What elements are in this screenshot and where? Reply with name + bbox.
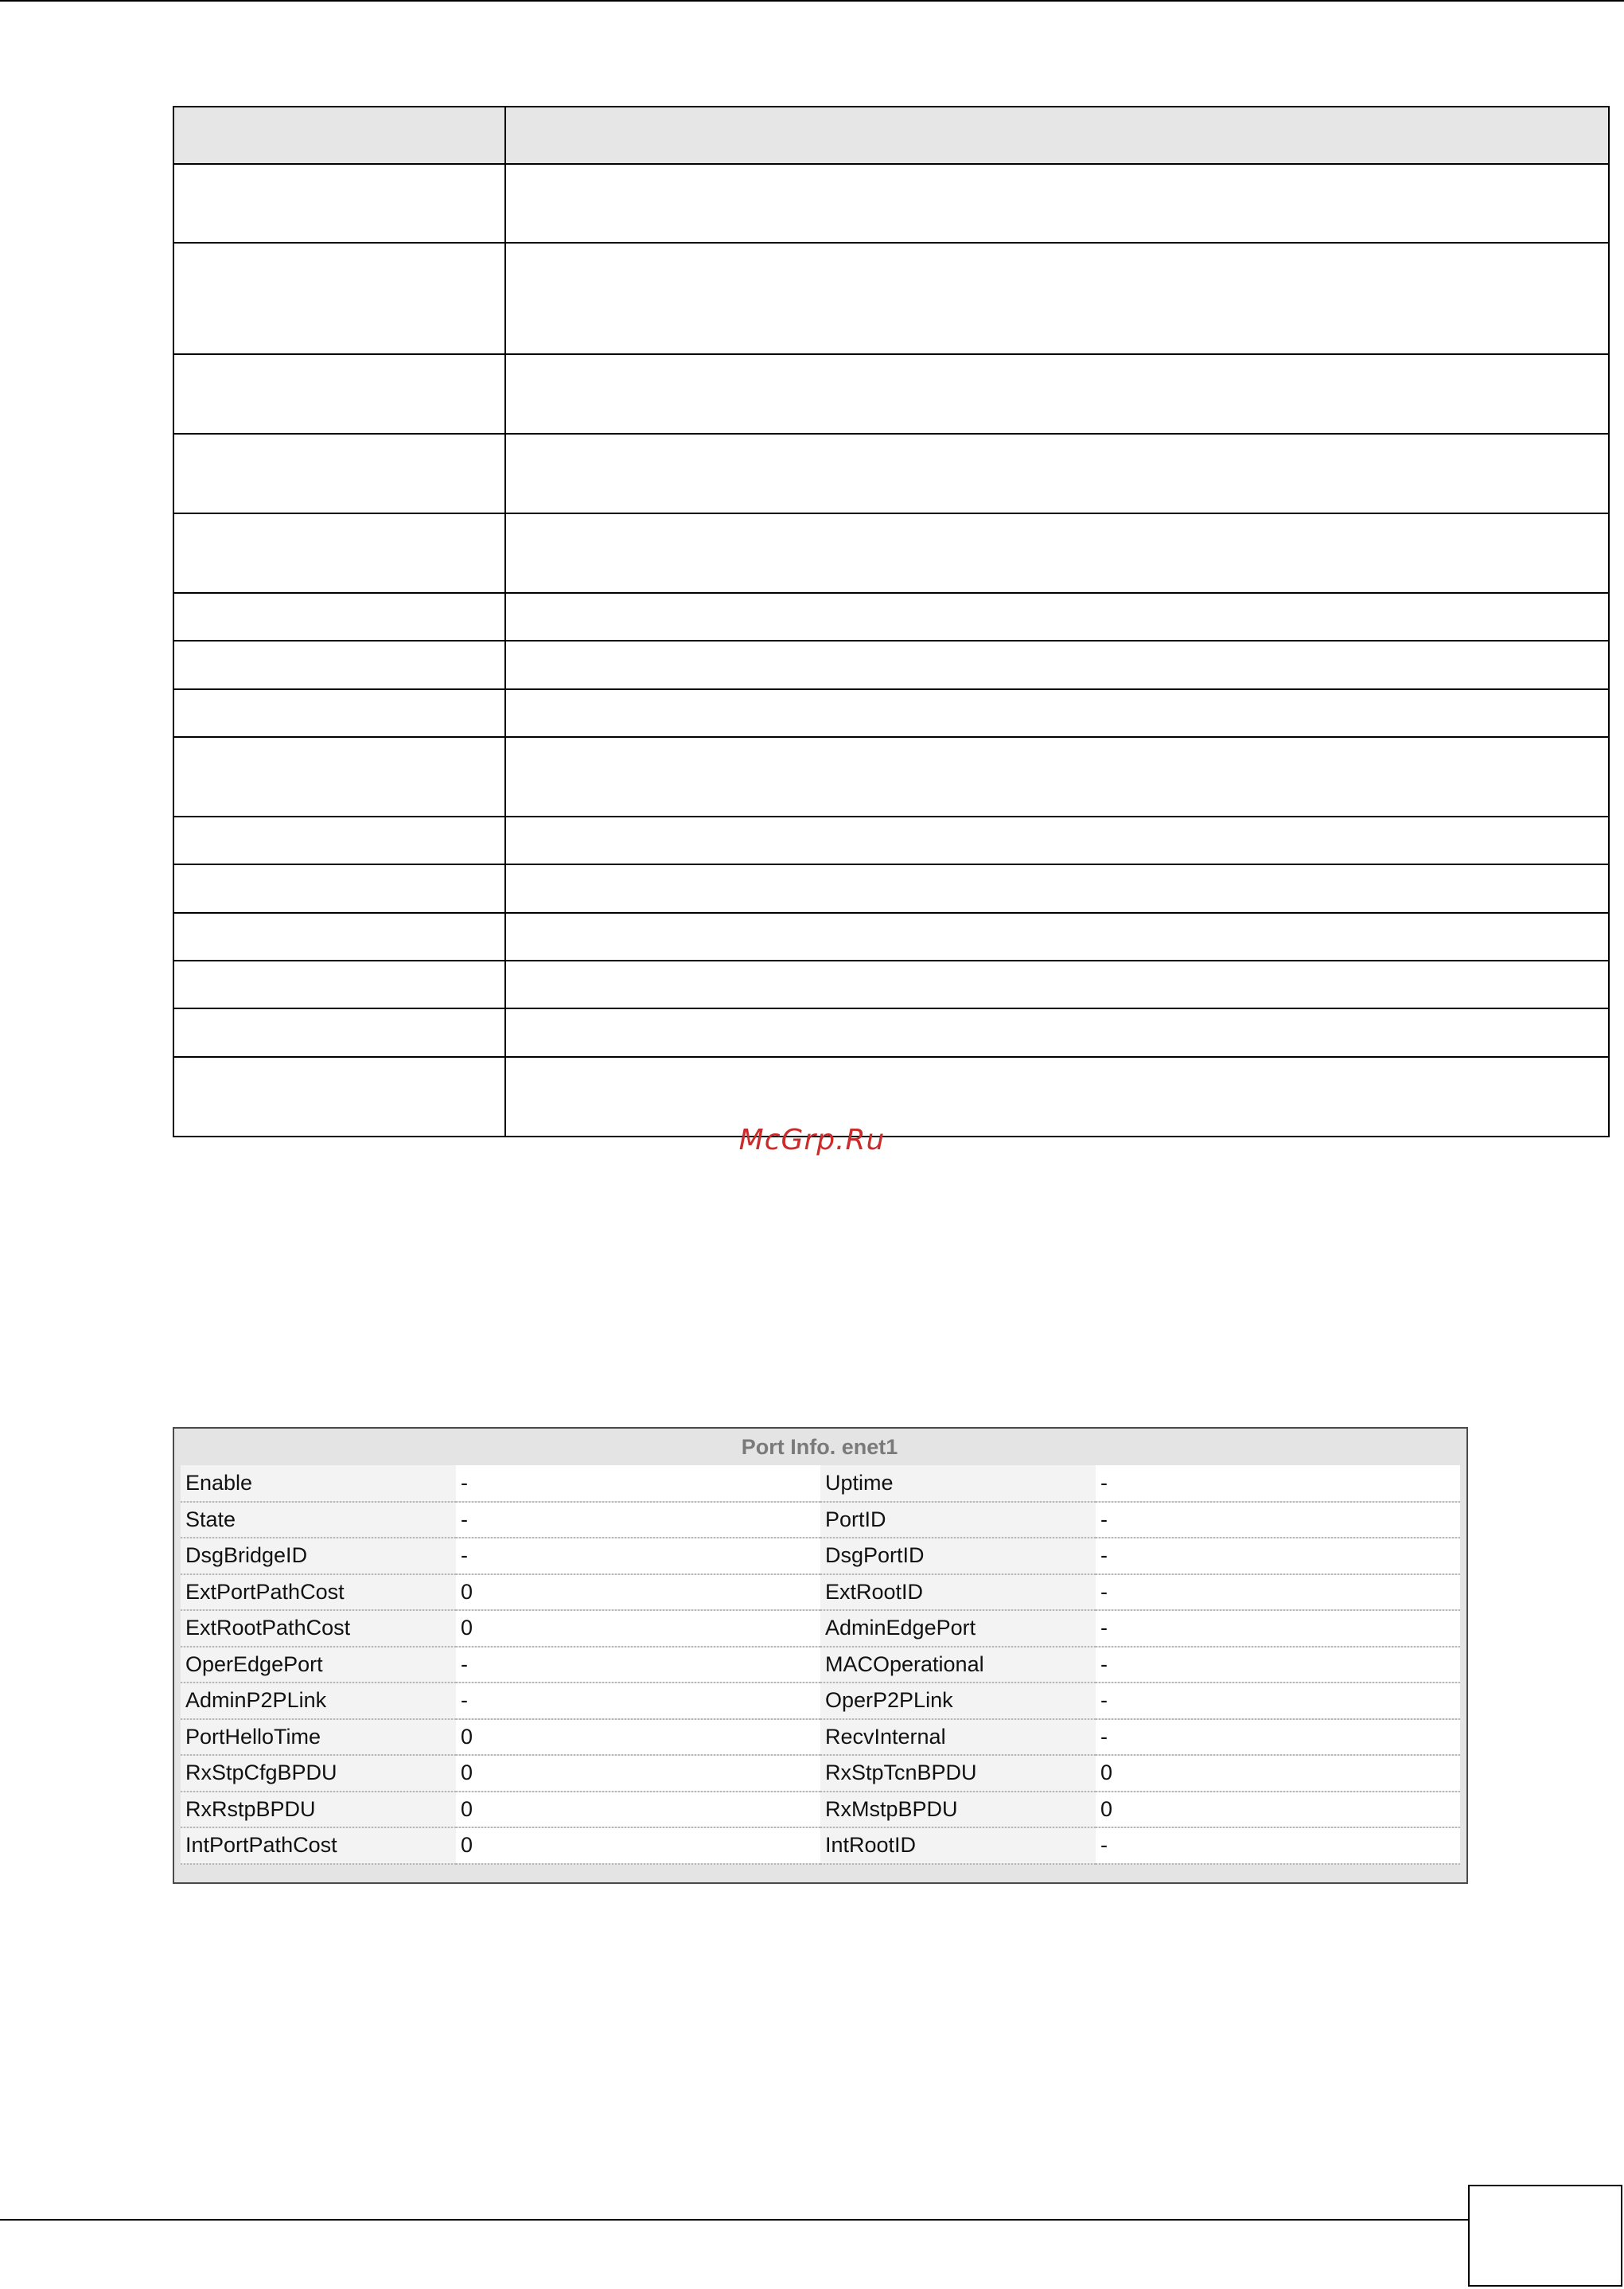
field-value: - — [1096, 1719, 1460, 1756]
table-row — [173, 513, 1609, 593]
table-row — [173, 1008, 1609, 1057]
label-header-cell — [173, 107, 505, 164]
field-label: RxStpTcnBPDU — [820, 1755, 1096, 1792]
field-label: RxStpCfgBPDU — [181, 1755, 456, 1792]
field-label: AdminP2PLink — [181, 1683, 456, 1719]
panel-title: Port Info. enet1 — [741, 1435, 898, 1459]
field-value: 0 — [456, 1610, 820, 1647]
table-row — [173, 354, 1609, 434]
field-value: - — [1096, 1538, 1460, 1574]
field-value: - — [456, 1683, 820, 1719]
table-cell — [173, 434, 505, 513]
table-row — [173, 641, 1609, 689]
table-cell — [173, 641, 505, 689]
table-cell — [505, 243, 1609, 354]
page-number-box — [1468, 2185, 1622, 2287]
field-value: 0 — [456, 1755, 820, 1792]
field-label: DsgPortID — [820, 1538, 1096, 1574]
table-row — [181, 1502, 1460, 1538]
table-cell — [173, 913, 505, 961]
table-cell — [173, 513, 505, 593]
table-cell — [505, 913, 1609, 961]
port-info-panel — [173, 1427, 1468, 1884]
field-value: - — [1096, 1827, 1460, 1864]
table-row — [181, 1465, 1460, 1502]
table-row — [181, 1610, 1460, 1647]
table-cell — [173, 354, 505, 434]
table-row — [173, 243, 1609, 354]
field-label: IntPortPathCost — [181, 1827, 456, 1864]
table-cell — [173, 961, 505, 1008]
field-value: - — [1096, 1465, 1460, 1502]
field-label: OperEdgePort — [181, 1647, 456, 1683]
field-value: 0 — [456, 1827, 820, 1864]
table-row — [173, 434, 1609, 513]
field-label: MACOperational — [820, 1647, 1096, 1683]
watermark: McGrp.Ru — [738, 1124, 886, 1156]
table-row — [173, 593, 1609, 641]
table-row — [173, 164, 1609, 243]
field-value: 0 — [456, 1574, 820, 1611]
table-row — [173, 689, 1609, 737]
table-cell — [505, 641, 1609, 689]
table-row — [173, 817, 1609, 864]
table-row — [181, 1574, 1460, 1611]
field-label: ExtRootPathCost — [181, 1610, 456, 1647]
description-table — [173, 106, 1610, 1137]
field-label: IntRootID — [820, 1827, 1096, 1864]
field-label: AdminEdgePort — [820, 1610, 1096, 1647]
table-cell — [505, 961, 1609, 1008]
table-cell — [173, 593, 505, 641]
table-cell — [173, 737, 505, 817]
port-info-table — [181, 1465, 1460, 1865]
field-label: ExtRootID — [820, 1574, 1096, 1611]
table-row — [181, 1683, 1460, 1719]
table-cell — [505, 1008, 1609, 1057]
field-value: 0 — [456, 1719, 820, 1756]
table-cell — [505, 434, 1609, 513]
table-cell — [505, 354, 1609, 434]
field-value: - — [456, 1502, 820, 1538]
table-cell — [505, 864, 1609, 913]
header-rule — [0, 0, 1624, 2]
field-value: - — [456, 1538, 820, 1574]
table-row — [181, 1755, 1460, 1792]
table-row — [181, 1538, 1460, 1574]
table-cell — [505, 689, 1609, 737]
table-cell — [505, 817, 1609, 864]
table-cell — [505, 513, 1609, 593]
table-row — [173, 913, 1609, 961]
table-cell — [173, 689, 505, 737]
table-row — [173, 961, 1609, 1008]
field-label: RxRstpBPDU — [181, 1792, 456, 1828]
description-table-header — [173, 107, 1609, 164]
table-row — [181, 1647, 1460, 1683]
table-cell — [505, 737, 1609, 817]
table-cell — [173, 817, 505, 864]
field-value: - — [1096, 1647, 1460, 1683]
field-label: Uptime — [820, 1465, 1096, 1502]
field-label: Enable — [181, 1465, 456, 1502]
table-row — [173, 864, 1609, 913]
field-value: - — [456, 1647, 820, 1683]
field-value: 0 — [1096, 1755, 1460, 1792]
field-value: 0 — [1096, 1792, 1460, 1828]
footer-rule — [0, 2219, 1468, 2221]
field-label: PortID — [820, 1502, 1096, 1538]
field-label: State — [181, 1502, 456, 1538]
table-row — [173, 737, 1609, 817]
field-value: - — [1096, 1610, 1460, 1647]
field-value: - — [1096, 1502, 1460, 1538]
field-value: - — [1096, 1683, 1460, 1719]
field-label: RecvInternal — [820, 1719, 1096, 1756]
table-cell — [173, 164, 505, 243]
table-row — [181, 1792, 1460, 1828]
table-cell — [173, 243, 505, 354]
field-value: - — [456, 1465, 820, 1502]
table-row — [181, 1827, 1460, 1864]
table-cell — [505, 164, 1609, 243]
field-label: ExtPortPathCost — [181, 1574, 456, 1611]
table-cell — [173, 1008, 505, 1057]
field-label: RxMstpBPDU — [820, 1792, 1096, 1828]
table-row — [181, 1719, 1460, 1756]
table-cell — [505, 593, 1609, 641]
field-value: 0 — [456, 1792, 820, 1828]
table-cell — [173, 864, 505, 913]
field-label: PortHelloTime — [181, 1719, 456, 1756]
field-label: DsgBridgeID — [181, 1538, 456, 1574]
field-value: - — [1096, 1574, 1460, 1611]
description-header-cell — [505, 107, 1609, 164]
field-label: OperP2PLink — [820, 1683, 1096, 1719]
